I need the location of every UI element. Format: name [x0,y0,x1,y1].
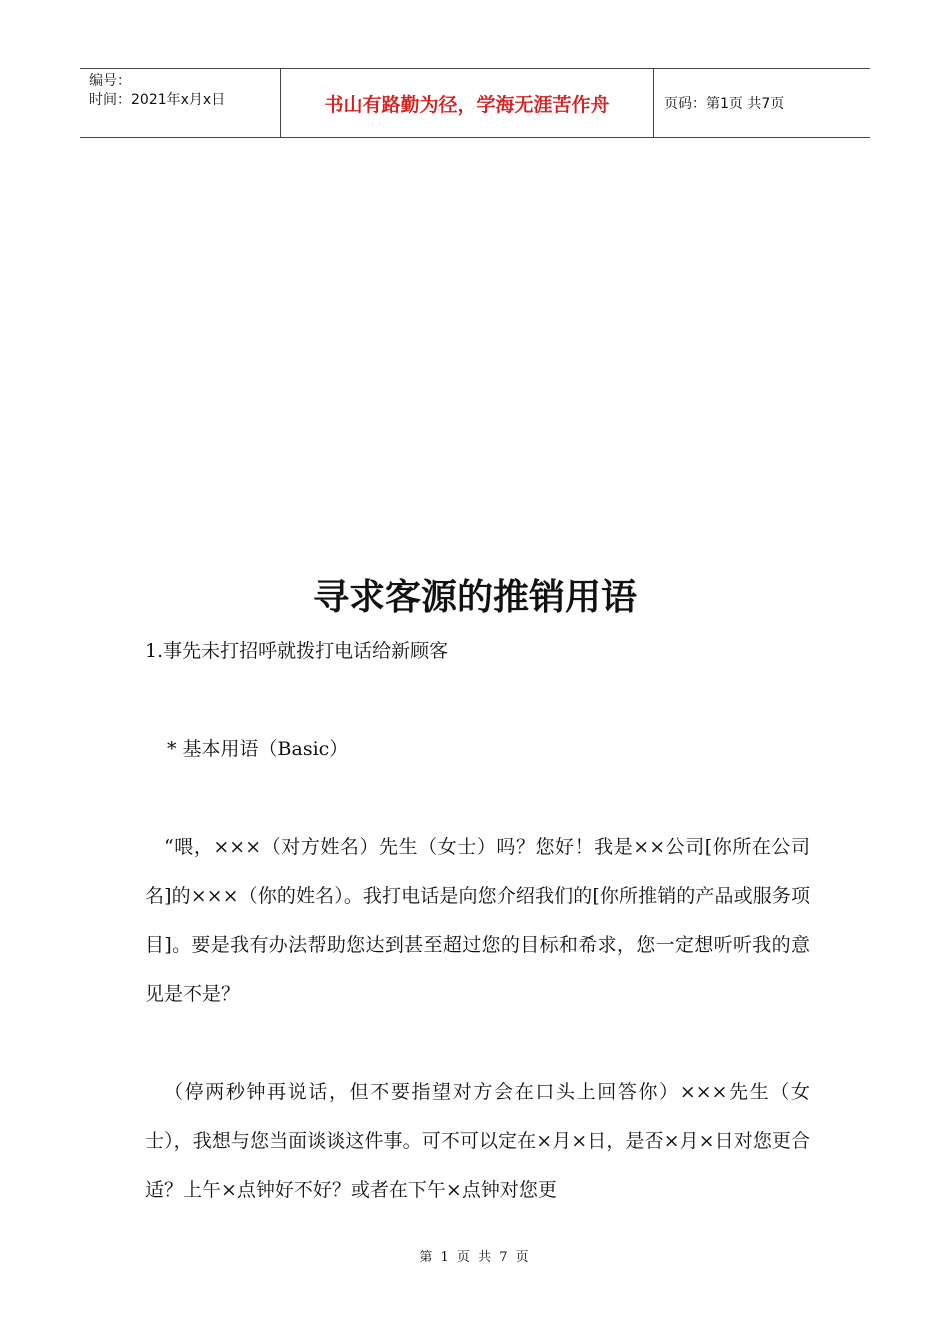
motto-text: 书山有路勤为径，学海无涯苦作舟 [324,93,610,116]
page-footer: 第 1 页 共 7 页 [419,1250,531,1265]
document-body [145,627,810,1215]
header-motto-cell [281,69,654,137]
date-label: 时间：2021年x月x日 [89,92,226,108]
page-info: 页码：第1页 共7页 [664,96,785,112]
header-meta-cell [80,69,281,137]
document-title: 寻求客源的推销用语 [312,576,637,618]
paragraph-2: （停两秒钟再说话，但不要指望对方会在口头上回答你）×××先生（女士），我想与您当面谈谈这件事。可不可以定在×月×日，是否×月×日对您更合适？上午×点钟好不好？或者在下午×点钟对您更 [145,1081,810,1201]
bullet-basic: * 基本用语（Basic） [167,738,349,760]
header-page-cell [654,69,870,137]
paragraph-1: “喂，×××（对方姓名）先生（女士）吗？您好！我是××公司[你所在公司名]的×××（你的姓名）。我打电话是向您介绍我们的[你所推销的产品或服务项目]。要是我有办法帮助您达到甚至超过您的目标和希求，您一定想听听我的意见是不是？ [145,836,810,1005]
section-heading: 1.事先未打招呼就拨打电话给新顾客 [145,640,449,662]
number-label: 编号： [89,73,131,89]
document-header [80,68,870,138]
